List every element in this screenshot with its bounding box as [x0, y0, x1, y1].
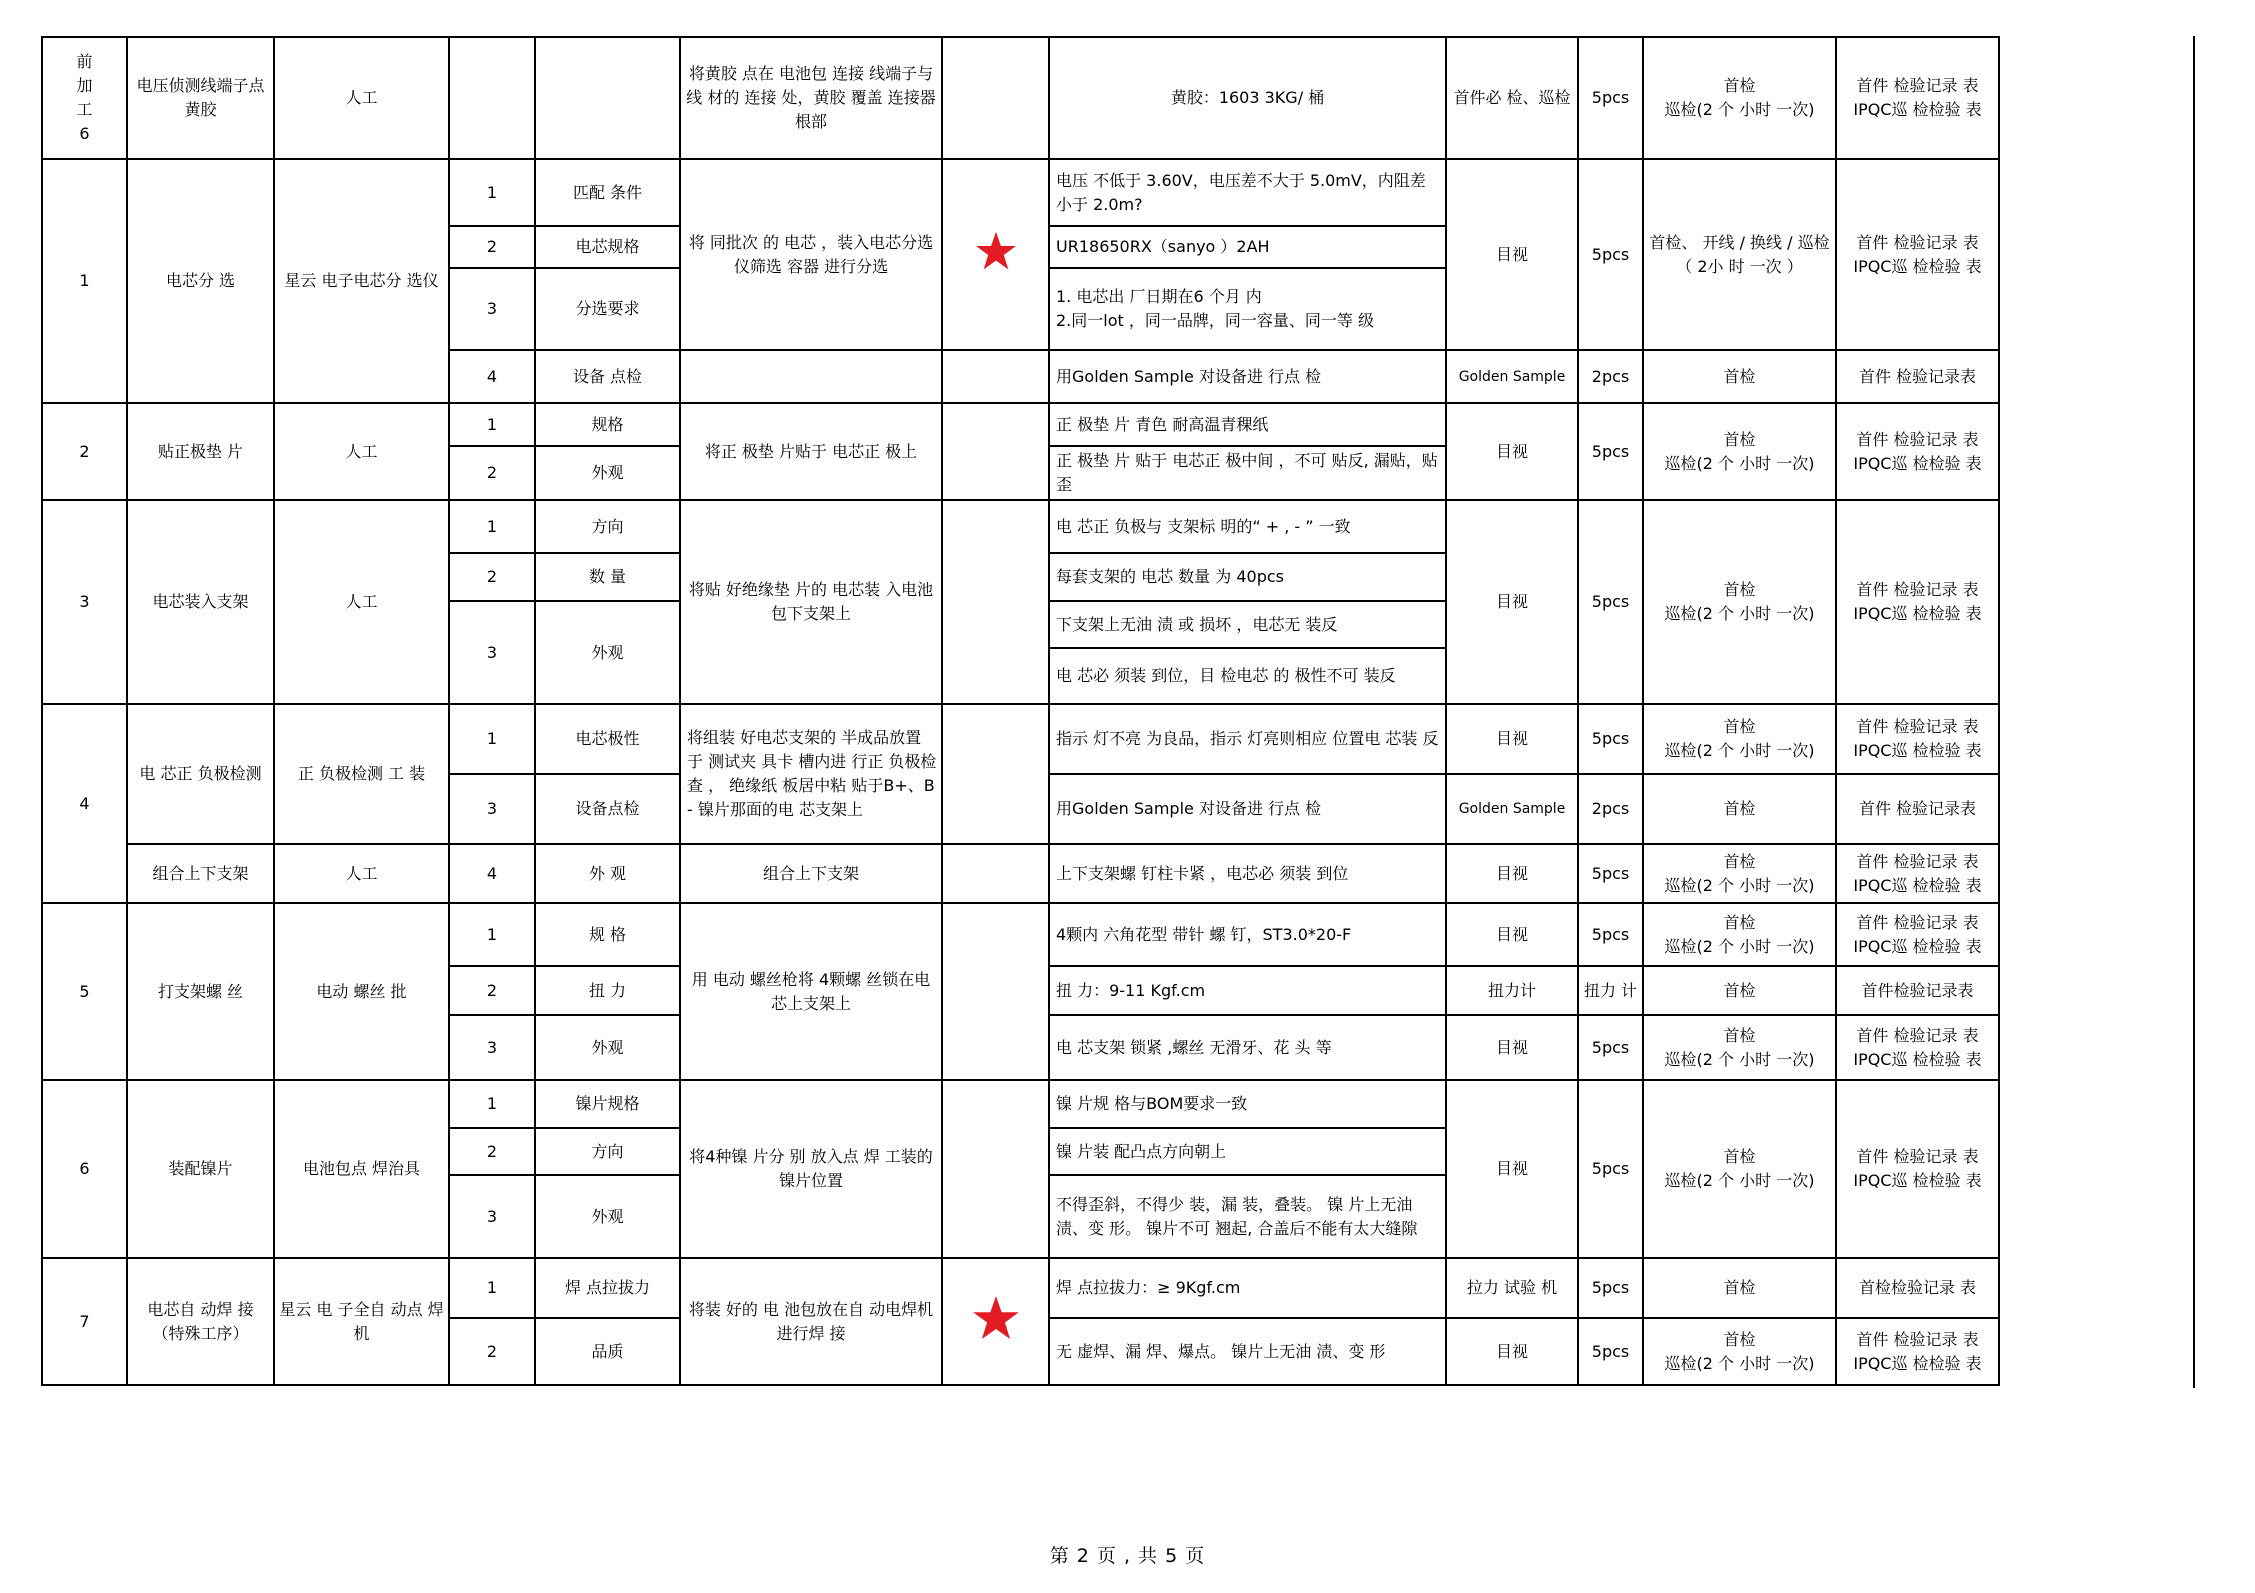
seq: 1 — [449, 500, 535, 553]
step-number: 6 — [42, 1080, 127, 1258]
step-number: 5 — [42, 903, 127, 1080]
seq: 1 — [449, 1258, 535, 1318]
specification: 电 芯必 须装 到位，目 检电芯 的 极性不可 装反 — [1049, 648, 1446, 704]
seq: 3 — [449, 268, 535, 350]
seq: 4 — [449, 350, 535, 403]
specification: 正 极垫 片 青色 耐高温青稞纸 — [1049, 403, 1446, 446]
sample-qty: 5pcs — [1578, 37, 1643, 159]
inspection-method: 目视 — [1446, 500, 1578, 704]
record-form: 首件 检验记录 表 IPQC巡 检检验 表 — [1836, 704, 1999, 774]
specification: 电 芯正 负极与 支架标 明的“ + , - ” 一致 — [1049, 500, 1446, 553]
seq: 2 — [449, 1128, 535, 1175]
inspection-frequency: 首检 — [1643, 966, 1836, 1015]
key-mark — [942, 500, 1049, 704]
seq — [449, 37, 535, 159]
check-item: 数 量 — [535, 553, 680, 601]
key-mark — [942, 37, 1049, 159]
seq: 3 — [449, 1175, 535, 1258]
record-form: 首件 检验记录 表 IPQC巡 检检验 表 — [1836, 1015, 1999, 1080]
equipment: 人工 — [274, 403, 449, 500]
check-item — [535, 37, 680, 159]
page-number: 第 2 页 , 共 5 页 — [1049, 1545, 1206, 1567]
red-star-icon — [975, 230, 1017, 272]
check-item: 外观 — [535, 1175, 680, 1258]
specification: UR18650RX（sanyo ）2AH — [1049, 226, 1446, 268]
equipment: 星云 电子电芯分 选仪 — [274, 159, 449, 403]
specification: 正 极垫 片 贴于 电芯正 极中间 ，不可 贴反, 漏贴，贴 歪 — [1049, 446, 1446, 500]
sample-qty: 5pcs — [1578, 1318, 1643, 1385]
record-form: 首检检验记录 表 — [1836, 1258, 1999, 1318]
sample-qty: 5pcs — [1578, 1015, 1643, 1080]
table-row — [42, 903, 1999, 966]
seq: 3 — [449, 601, 535, 704]
step-number: 7 — [42, 1258, 127, 1385]
inspection-method: 目视 — [1446, 1080, 1578, 1258]
record-form: 首件 检验记录 表 IPQC巡 检检验 表 — [1836, 903, 1999, 966]
specification: 扭 力：9-11 Kgf.cm — [1049, 966, 1446, 1015]
inspection-method: 扭力计 — [1446, 966, 1578, 1015]
operation-description: 组合上下支架 — [680, 844, 942, 903]
specification: 用Golden Sample 对设备进 行点 检 — [1049, 774, 1446, 844]
process-name: 电芯自 动焊 接（特殊工序） — [127, 1258, 274, 1385]
specification: 指示 灯不亮 为良品，指示 灯亮则相应 位置电 芯装 反 — [1049, 704, 1446, 774]
check-item: 规格 — [535, 403, 680, 446]
specification: 用Golden Sample 对设备进 行点 检 — [1049, 350, 1446, 403]
inspection-method: 目视 — [1446, 903, 1578, 966]
check-item: 外观 — [535, 446, 680, 500]
sample-qty: 2pcs — [1578, 350, 1643, 403]
record-form: 首件检验记录表 — [1836, 966, 1999, 1015]
inspection-frequency: 首检 巡检(2 个 小时 一次) — [1643, 37, 1836, 159]
table-row — [42, 704, 1999, 774]
specification: 焊 点拉拔力：≥ 9Kgf.cm — [1049, 1258, 1446, 1318]
table-row — [42, 500, 1999, 553]
specification: 下支架上无油 渍 或 损坏 ，电芯无 装反 — [1049, 601, 1446, 648]
inspection-method: 拉力 试验 机 — [1446, 1258, 1578, 1318]
inspection-method: Golden Sample — [1446, 350, 1578, 403]
seq: 2 — [449, 553, 535, 601]
specification: 镍 片规 格与BOM要求一致 — [1049, 1080, 1446, 1128]
specification: 镍 片装 配凸点方向朝上 — [1049, 1128, 1446, 1175]
process-name: 组合上下支架 — [127, 844, 274, 903]
key-mark — [942, 159, 1049, 350]
operation-description — [680, 350, 942, 403]
check-item: 匹配 条件 — [535, 159, 680, 226]
inspection-method: 目视 — [1446, 844, 1578, 903]
check-item: 外观 — [535, 1015, 680, 1080]
inspection-frequency: 首检 巡检(2 个 小时 一次) — [1643, 1015, 1836, 1080]
specification: 每套支架的 电芯 数量 为 40pcs — [1049, 553, 1446, 601]
check-item: 品质 — [535, 1318, 680, 1385]
page-border-line — [2193, 36, 2195, 1388]
equipment: 人工 — [274, 844, 449, 903]
red-star-icon — [972, 1294, 1020, 1342]
key-mark — [942, 844, 1049, 903]
process-control-table — [41, 36, 2000, 1386]
inspection-method: 目视 — [1446, 403, 1578, 500]
inspection-method: 目视 — [1446, 159, 1578, 350]
specification: 不得歪斜，不得少 装，漏 装，叠装。 镍 片上无油 渍、变 形。 镍片不可 翘起, 合盖后不能有太大缝隙 — [1049, 1175, 1446, 1258]
key-mark — [942, 903, 1049, 1080]
operation-description: 将装 好的 电 池包放在自 动电焊机 进行焊 接 — [680, 1258, 942, 1385]
process-name: 电压侦测线端子点黄胶 — [127, 37, 274, 159]
operation-description: 将贴 好绝缘垫 片的 电芯装 入电池包下支架上 — [680, 500, 942, 704]
specification: 电 芯支架 锁紧 ,螺丝 无滑牙、花 头 等 — [1049, 1015, 1446, 1080]
seq: 1 — [449, 1080, 535, 1128]
table-row — [42, 403, 1999, 446]
process-name: 电芯分 选 — [127, 159, 274, 403]
check-item: 电芯规格 — [535, 226, 680, 268]
seq: 2 — [449, 226, 535, 268]
inspection-frequency: 首检 巡检(2 个 小时 一次) — [1643, 403, 1836, 500]
seq: 2 — [449, 1318, 535, 1385]
equipment: 电池包点 焊治具 — [274, 1080, 449, 1258]
operation-description: 将组装 好电芯支架的 半成品放置于 测试夹 具卡 槽内进 行正 负极检查 ， 绝缘纸 板居中粘 贴于B+、B- 镍片那面的电 芯支架上 — [680, 704, 942, 844]
table-row — [42, 1258, 1999, 1318]
specification: 电压 不低于 3.60V，电压差不大于 5.0mV，内阻差小于 2.0m? — [1049, 159, 1446, 226]
sample-qty: 5pcs — [1578, 500, 1643, 704]
record-form: 首件 检验记录 表 IPQC巡 检检验 表 — [1836, 403, 1999, 500]
inspection-frequency: 首检 巡检(2 个 小时 一次) — [1643, 1318, 1836, 1385]
seq: 3 — [449, 774, 535, 844]
inspection-method: 目视 — [1446, 1015, 1578, 1080]
check-item: 方向 — [535, 500, 680, 553]
inspection-method: 目视 — [1446, 1318, 1578, 1385]
seq: 1 — [449, 159, 535, 226]
specification: 黄胶：1603 3KG/ 桶 — [1049, 37, 1446, 159]
sample-qty: 5pcs — [1578, 704, 1643, 774]
step-number: 4 — [42, 704, 127, 903]
key-mark — [942, 704, 1049, 844]
step-number: 1 — [42, 159, 127, 403]
inspection-frequency: 首检 巡检(2 个 小时 一次) — [1643, 1080, 1836, 1258]
record-form: 首件 检验记录表 — [1836, 350, 1999, 403]
record-form: 首件 检验记录 表 IPQC巡 检检验 表 — [1836, 159, 1999, 350]
inspection-frequency: 首检 巡检(2 个 小时 一次) — [1643, 704, 1836, 774]
inspection-frequency: 首检 巡检(2 个 小时 一次) — [1643, 903, 1836, 966]
check-item: 镍片规格 — [535, 1080, 680, 1128]
operation-description: 将黄胶 点在 电池包 连接 线端子与线 材的 连接 处，黄胶 覆盖 连接器根部 — [680, 37, 942, 159]
sample-qty: 5pcs — [1578, 403, 1643, 500]
inspection-frequency: 首检 — [1643, 774, 1836, 844]
inspection-frequency: 首检、 开线 / 换线 / 巡检（ 2小 时 一次 ） — [1643, 159, 1836, 350]
sample-qty: 5pcs — [1578, 159, 1643, 350]
equipment: 人工 — [274, 500, 449, 704]
table-row — [42, 844, 1999, 903]
equipment: 电动 螺丝 批 — [274, 903, 449, 1080]
check-item: 设备 点检 — [535, 350, 680, 403]
record-form: 首件 检验记录 表 IPQC巡 检检验 表 — [1836, 1318, 1999, 1385]
table-row — [42, 1080, 1999, 1128]
check-item: 外 观 — [535, 844, 680, 903]
sample-qty: 扭力 计 — [1578, 966, 1643, 1015]
check-item: 电芯极性 — [535, 704, 680, 774]
seq: 1 — [449, 704, 535, 774]
step-number: 3 — [42, 500, 127, 704]
check-item: 方向 — [535, 1128, 680, 1175]
equipment: 星云 电 子全自 动点 焊机 — [274, 1258, 449, 1385]
check-item: 外观 — [535, 601, 680, 704]
record-form: 首件 检验记录表 — [1836, 774, 1999, 844]
inspection-method: 目视 — [1446, 704, 1578, 774]
check-item: 焊 点拉拔力 — [535, 1258, 680, 1318]
seq: 3 — [449, 1015, 535, 1080]
sample-qty: 5pcs — [1578, 903, 1643, 966]
sample-qty: 5pcs — [1578, 844, 1643, 903]
check-item: 分选要求 — [535, 268, 680, 350]
seq: 2 — [449, 446, 535, 500]
step-number: 前 加 工 6 — [42, 37, 127, 159]
equipment: 人工 — [274, 37, 449, 159]
sample-qty: 2pcs — [1578, 774, 1643, 844]
operation-description: 将正 极垫 片贴于 电芯正 极上 — [680, 403, 942, 500]
specification: 4颗内 六角花型 带针 螺 钉，ST3.0*20-F — [1049, 903, 1446, 966]
record-form: 首件 检验记录 表 IPQC巡 检检验 表 — [1836, 1080, 1999, 1258]
equipment: 正 负极检测 工 装 — [274, 704, 449, 844]
record-form: 首件 检验记录 表 IPQC巡 检检验 表 — [1836, 500, 1999, 704]
inspection-method: Golden Sample — [1446, 774, 1578, 844]
specification: 无 虚焊、漏 焊、爆点。 镍片上无油 渍、变 形 — [1049, 1318, 1446, 1385]
process-name: 打支架螺 丝 — [127, 903, 274, 1080]
check-item: 设备点检 — [535, 774, 680, 844]
process-name: 电 芯正 负极检测 — [127, 704, 274, 844]
process-name: 装配镍片 — [127, 1080, 274, 1258]
sample-qty: 5pcs — [1578, 1258, 1643, 1318]
seq: 1 — [449, 403, 535, 446]
seq: 2 — [449, 966, 535, 1015]
inspection-frequency: 首检 — [1643, 1258, 1836, 1318]
check-item: 规 格 — [535, 903, 680, 966]
table-row — [42, 37, 1999, 159]
operation-description: 将 同批次 的 电芯 ，装入电芯分选仪筛选 容器 进行分选 — [680, 159, 942, 350]
inspection-method: 首件必 检、巡检 — [1446, 37, 1578, 159]
key-mark — [942, 350, 1049, 403]
seq: 1 — [449, 903, 535, 966]
specification: 1. 电芯出 厂日期在6 个月 内 2.同一lot ，同一品牌，同一容量、同一等 级 — [1049, 268, 1446, 350]
step-number: 2 — [42, 403, 127, 500]
inspection-frequency: 首检 — [1643, 350, 1836, 403]
record-form: 首件 检验记录 表 IPQC巡 检检验 表 — [1836, 844, 1999, 903]
check-item: 扭 力 — [535, 966, 680, 1015]
operation-description: 用 电动 螺丝枪将 4颗螺 丝锁在电芯上支架上 — [680, 903, 942, 1080]
inspection-frequency: 首检 巡检(2 个 小时 一次) — [1643, 844, 1836, 903]
operation-description: 将4种镍 片分 别 放入点 焊 工装的镍片位置 — [680, 1080, 942, 1258]
key-mark — [942, 1080, 1049, 1258]
inspection-frequency: 首检 巡检(2 个 小时 一次) — [1643, 500, 1836, 704]
sample-qty: 5pcs — [1578, 1080, 1643, 1258]
record-form: 首件 检验记录 表 IPQC巡 检检验 表 — [1836, 37, 1999, 159]
seq: 4 — [449, 844, 535, 903]
specification: 上下支架螺 钉柱卡紧 ，电芯必 须装 到位 — [1049, 844, 1446, 903]
process-name: 贴正极垫 片 — [127, 403, 274, 500]
table-row — [42, 159, 1999, 226]
key-mark — [942, 1258, 1049, 1385]
key-mark — [942, 403, 1049, 500]
process-name: 电芯装入支架 — [127, 500, 274, 704]
